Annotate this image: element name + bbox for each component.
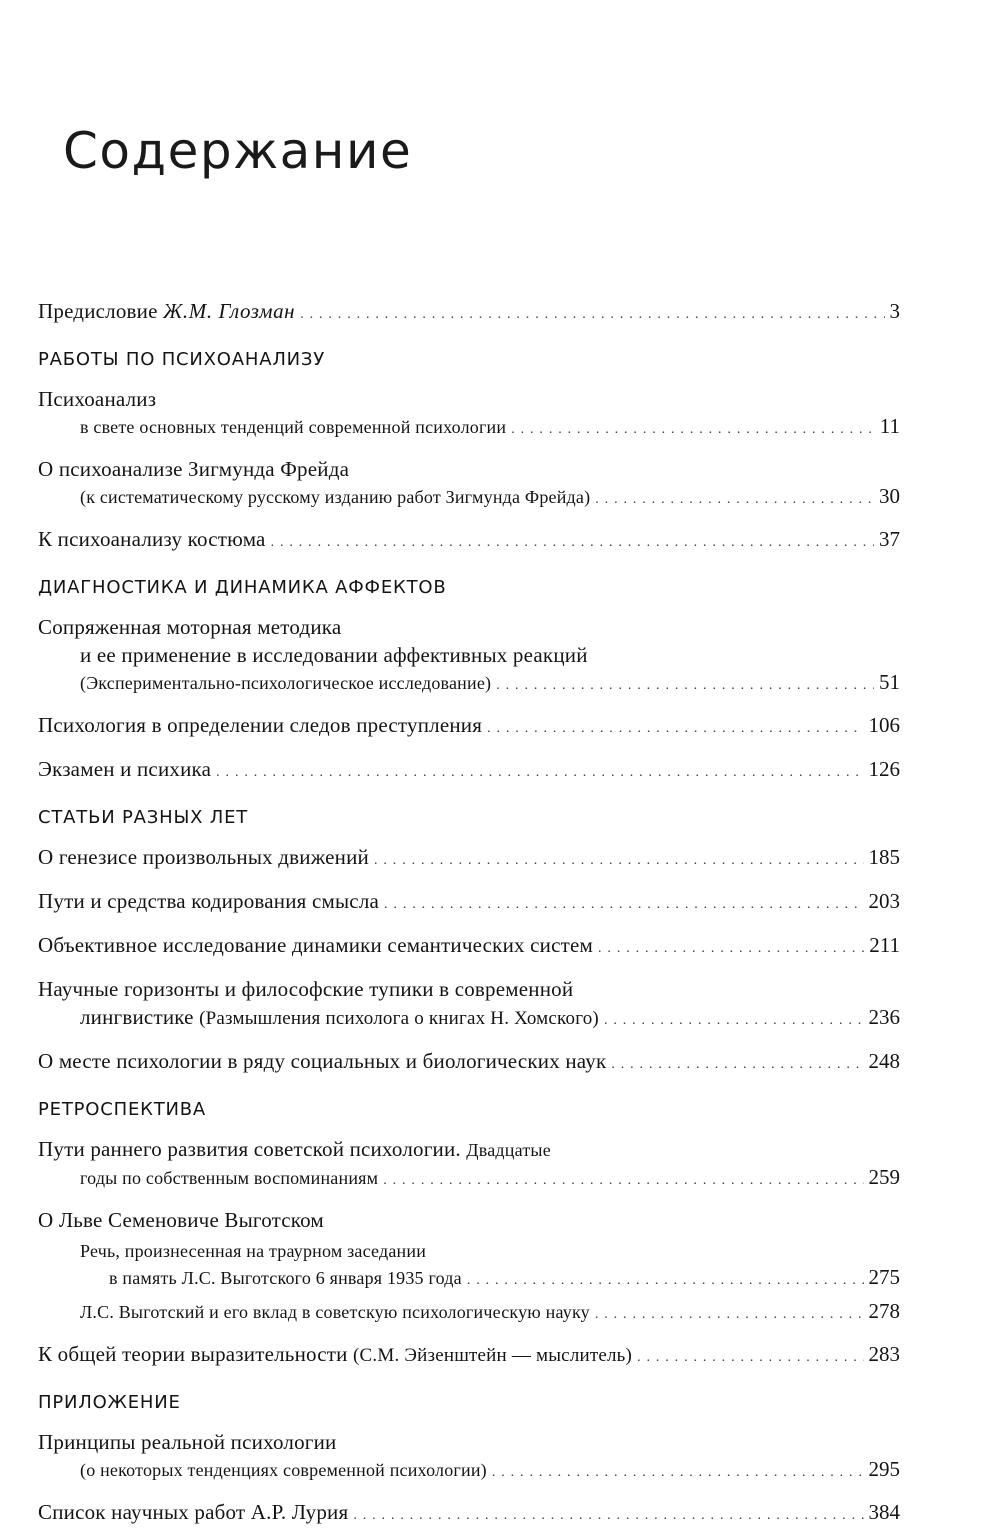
toc-entry-semantic[interactable] <box>38 931 900 963</box>
entry-title: Научные горизонты и философские тупики в современной <box>38 977 574 1001</box>
dot-leader <box>595 487 874 513</box>
entry-title: Список научных работ А.Р. Лурия <box>38 1500 349 1524</box>
entry-title-small: Двадцатые <box>466 1140 551 1160</box>
section-heading: РАБОТЫ ПО ПСИХОАНАЛИЗУ <box>38 349 326 370</box>
dot-leader <box>496 673 874 699</box>
entry-title: Психоанализ <box>38 387 157 411</box>
dot-leader <box>598 935 864 963</box>
entry-title: К общей теории выразительности <box>38 1342 354 1366</box>
entry-title: О психоанализе Зигмунда Фрейда <box>38 457 350 481</box>
page-number: 11 <box>879 414 900 438</box>
toc-entry-motor[interactable] <box>38 613 900 699</box>
subentry-title: Речь, произнесенная на траурном заседании <box>80 1241 427 1261</box>
toc-entry-vygotsky[interactable] <box>38 1206 900 1328</box>
section-heading: СТАТЬИ РАЗНЫХ ЛЕТ <box>38 807 249 828</box>
toc-entry-genesis[interactable] <box>38 843 900 875</box>
toc-entry-preface[interactable] <box>38 297 900 329</box>
page-number: 37 <box>879 527 900 551</box>
entry-title: О месте психологии в ряду социальных и биологических наук <box>38 1049 607 1073</box>
page-number: 3 <box>889 299 900 323</box>
entry-title: К психоанализу костюма <box>38 527 266 551</box>
page-number: 283 <box>868 1342 900 1366</box>
dot-leader <box>383 1168 863 1194</box>
page-number: 126 <box>868 757 900 781</box>
entry-subtitle: (С.М. Эйзенштейн — мыслитель) <box>353 1345 633 1366</box>
subentry-title: Л.С. Выготский и его вклад в советскую психологическую науку <box>80 1302 590 1322</box>
preface-author: Ж.М. Глозман <box>163 299 296 323</box>
entry-title: О Льве Семеновиче Выготском <box>38 1208 324 1232</box>
toc-entry-psychoanalysis[interactable] <box>38 385 900 443</box>
page-number: 236 <box>868 1005 900 1029</box>
entry-subtitle: (Экспериментально-психологическое исследование) <box>80 673 492 693</box>
table-of-contents <box>38 297 900 1530</box>
toc-entry-horizons[interactable] <box>38 975 900 1035</box>
page-number: 275 <box>868 1265 900 1289</box>
dot-leader <box>637 1344 863 1372</box>
entry-title-cont: лингвистике <box>80 1005 200 1029</box>
page-number: 106 <box>868 713 900 737</box>
toc-entry-principles[interactable] <box>38 1428 900 1486</box>
toc-entry-costume[interactable] <box>38 525 900 557</box>
dot-leader <box>604 1007 864 1035</box>
entry-subtitle: годы по собственным воспоминаниям <box>80 1168 379 1188</box>
toc-entry-place[interactable] <box>38 1047 900 1079</box>
entry-title-cont: и ее применение в исследовании аффективных реакций <box>80 643 588 667</box>
dot-leader <box>487 715 863 743</box>
entry-title: Объективное исследование динамики семантических систем <box>38 933 594 957</box>
section-heading: РЕТРОСПЕКТИВА <box>38 1099 207 1120</box>
dot-leader <box>384 891 863 919</box>
page-number: 203 <box>868 889 900 913</box>
entry-subtitle: (о некоторых тенденциях современной психологии) <box>80 1460 487 1480</box>
section-heading: ПРИЛОЖЕНИЕ <box>38 1392 181 1413</box>
dot-leader <box>300 301 884 329</box>
page-number: 384 <box>868 1500 900 1524</box>
subentry-speech[interactable] <box>38 1264 900 1294</box>
page-number: 51 <box>879 670 900 694</box>
entry-title: О генезисе произвольных движений <box>38 845 369 869</box>
dot-leader <box>611 1051 863 1079</box>
page-number: 259 <box>868 1165 900 1189</box>
page-number: 211 <box>869 933 900 957</box>
entry-subtitle: в свете основных тенденций современной психологии <box>80 417 507 437</box>
dot-leader <box>595 1302 864 1328</box>
subentry-subtitle: в память Л.С. Выготского 6 января 1935 года <box>109 1268 462 1288</box>
toc-entry-exam[interactable] <box>38 755 900 787</box>
page-number: 278 <box>868 1299 900 1323</box>
page-number: 295 <box>868 1457 900 1481</box>
entry-subtitle: (к систематическому русскому изданию работ Зигмунда Фрейда) <box>80 487 591 507</box>
dot-leader <box>374 847 864 875</box>
section-heading: ДИАГНОСТИКА И ДИНАМИКА АФФЕКТОВ <box>38 577 447 598</box>
dot-leader <box>511 417 875 443</box>
entry-title: Сопряженная моторная методика <box>38 615 342 639</box>
page-title: Содержание <box>63 122 413 180</box>
page-number: 30 <box>879 484 900 508</box>
dot-leader <box>492 1460 864 1486</box>
entry-title: Психология в определении следов преступления <box>38 713 483 737</box>
entry-title: Экзамен и психика <box>38 757 212 781</box>
entry-subtitle: (Размышления психолога о книгах Н. Хомского) <box>199 1008 599 1029</box>
entry-title: Пути раннего развития советской психологии. <box>38 1137 467 1161</box>
toc-entry-expressive[interactable] <box>38 1340 900 1372</box>
dot-leader <box>353 1502 863 1530</box>
dot-leader <box>216 759 863 787</box>
preface-label: Предисловие <box>38 299 164 323</box>
toc-entry-paths[interactable] <box>38 1135 900 1194</box>
toc-entry-crime[interactable] <box>38 711 900 743</box>
toc-entry-coding[interactable] <box>38 887 900 919</box>
entry-title: Пути и средства кодирования смысла <box>38 889 380 913</box>
toc-entry-bibliography[interactable] <box>38 1498 900 1530</box>
toc-entry-freud[interactable] <box>38 455 900 513</box>
dot-leader <box>271 529 874 557</box>
dot-leader <box>467 1268 864 1294</box>
page-number: 185 <box>868 845 900 869</box>
subentry-contribution[interactable] <box>38 1298 900 1328</box>
page-number: 248 <box>868 1049 900 1073</box>
entry-title: Принципы реальной психологии <box>38 1430 337 1454</box>
